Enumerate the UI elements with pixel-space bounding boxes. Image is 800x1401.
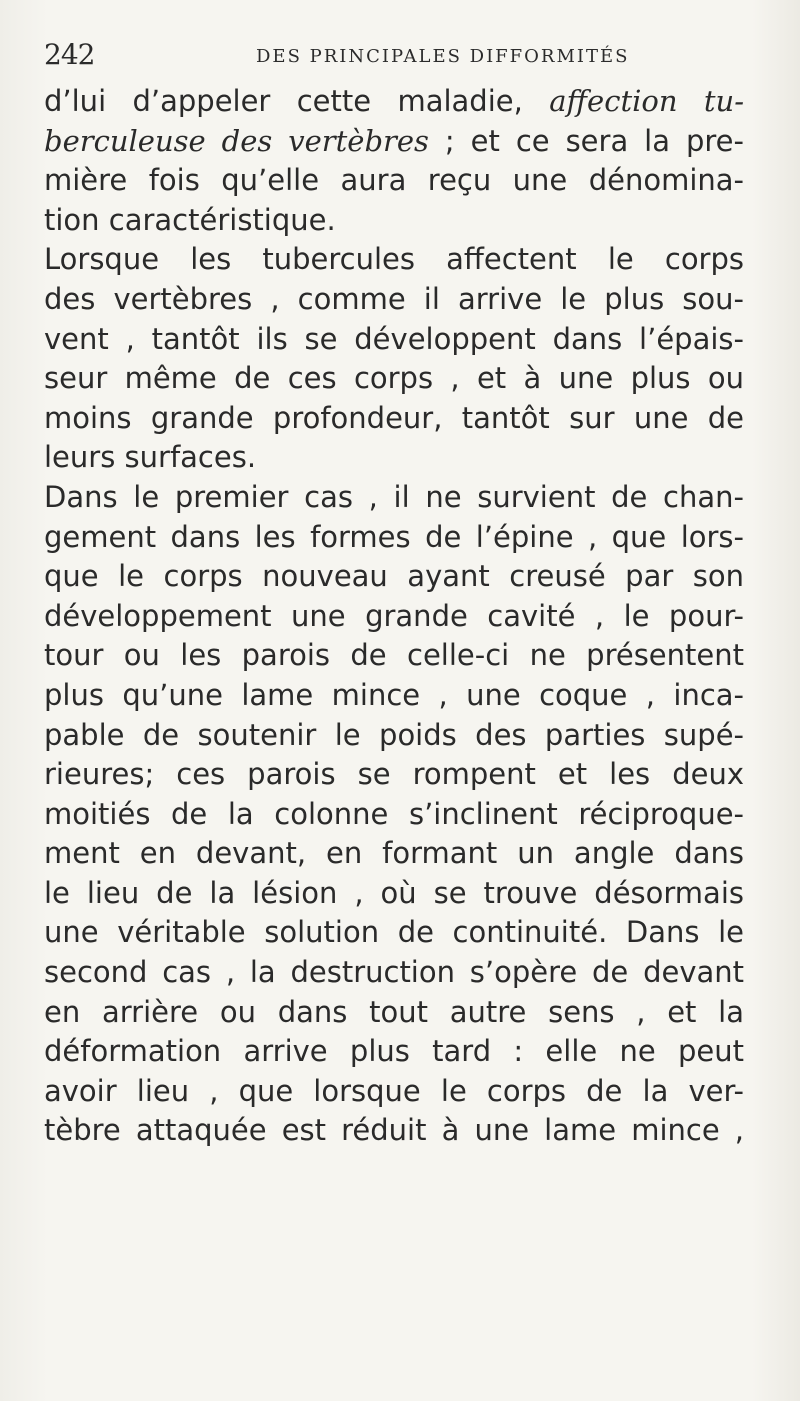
text-line: une véritable solution de continuité. Dans le	[44, 915, 744, 950]
page-number: 242	[44, 38, 95, 71]
text-line: pable de soutenir le poids des parties supé-	[44, 717, 744, 752]
text-line: que le corps nouveau ayant creusé par son	[44, 559, 744, 594]
text-line: mière fois qu’elle aura reçu une dénomina-	[44, 163, 744, 198]
text-line: seur même de ces corps , et à une plus ou	[44, 361, 744, 396]
text-line: rieures; ces parois se rompent et les deux	[44, 757, 744, 792]
text-line: berculeuse des vertèbres ; et ce sera la pre-	[44, 123, 744, 158]
text-line: déformation arrive plus tard : elle ne peut	[44, 1034, 744, 1069]
text-line: développement une grande cavité , le pour-	[44, 598, 744, 633]
running-head: DES PRINCIPALES DIFFORMITÉS	[256, 46, 630, 67]
text-line: avoir lieu , que lorsque le corps de la ver-	[44, 1073, 744, 1108]
text-line: tèbre attaquée est réduit à une lame mince ,	[44, 1113, 744, 1148]
italic-phrase: affection tu-	[549, 84, 745, 118]
text-line: leurs surfaces.	[44, 440, 257, 475]
text-line: des vertèbres , comme il arrive le plus sou-	[44, 281, 744, 316]
text-line: moitiés de la colonne s’inclinent réciproque-	[44, 796, 744, 831]
text-line: second cas , la destruction s’opère de devant	[44, 955, 744, 990]
text-line: vent , tantôt ils se développent dans l’épais-	[44, 321, 744, 356]
text-line: moins grande profondeur, tantôt sur une de	[44, 400, 744, 435]
text-line: ment en devant, en formant un angle dans	[44, 836, 744, 871]
text-line: gement dans les formes de l’épine , que lors-	[44, 519, 744, 554]
text-line: plus qu’une lame mince , une coque , inca-	[44, 677, 744, 712]
italic-phrase: berculeuse des vertèbres	[44, 123, 429, 158]
body-text	[44, 82, 744, 1151]
text-line: Dans le premier cas , il ne survient de chan-	[44, 479, 744, 514]
text-line: tour ou les parois de celle-ci ne présentent	[44, 638, 744, 673]
text-line: tion caractéristique.	[44, 202, 336, 237]
text-line: le lieu de la lésion , où se trouve désormais	[44, 875, 744, 910]
text-line: d’lui d’appeler cette maladie, affection tu-	[44, 84, 745, 118]
text-line: Lorsque les tubercules affectent le corps	[44, 242, 744, 277]
page-header	[44, 38, 744, 82]
text-line: en arrière ou dans tout autre sens , et la	[44, 994, 744, 1029]
